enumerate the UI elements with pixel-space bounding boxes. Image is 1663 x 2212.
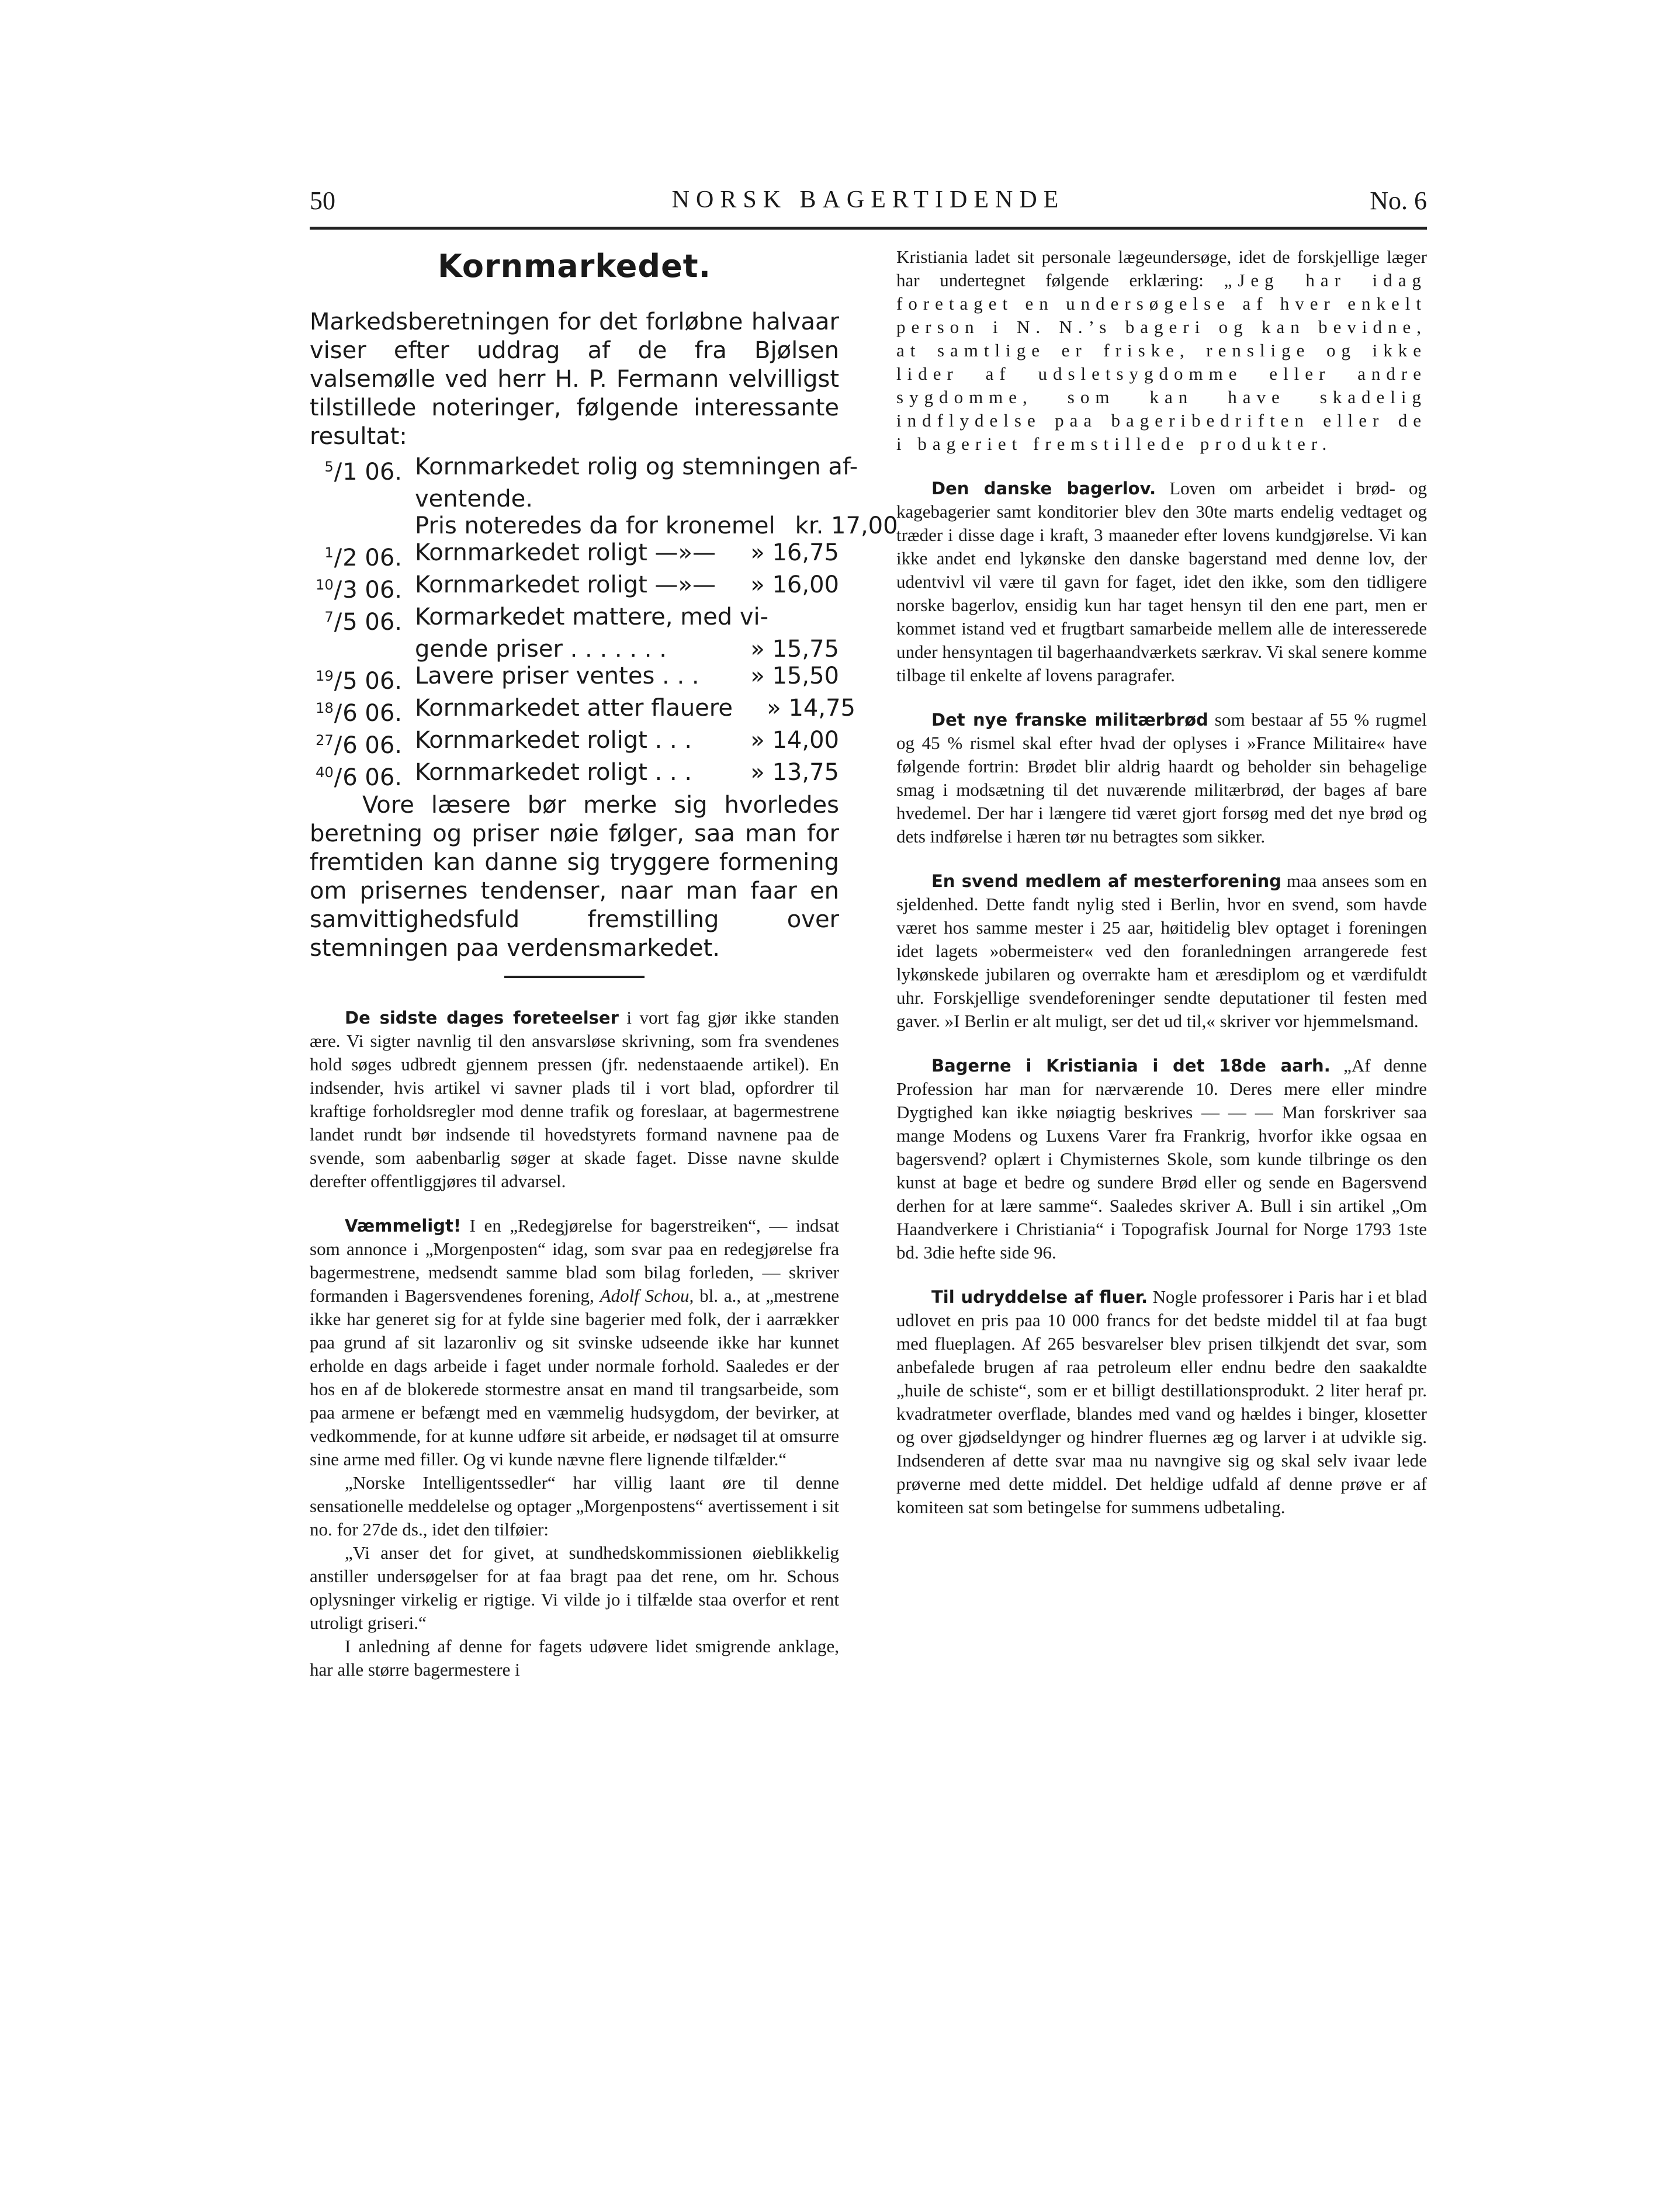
price-value (716, 486, 839, 512)
price-description: Kornmarkedet rolig og stemningen af- (415, 453, 858, 480)
article-svend (896, 869, 1427, 1033)
price-row (310, 571, 839, 604)
price-value (768, 604, 891, 630)
price-description: Kornmarkedet atter flauere (415, 695, 733, 722)
price-description: gende priser . . . . . . . (415, 636, 667, 663)
price-value: » 13,75 (750, 759, 839, 786)
price-row (310, 759, 839, 791)
article-lead: Bagerne i Kristiania i det 18de aarh. (931, 1056, 1331, 1076)
person-name: Adolf Schou, (600, 1285, 694, 1306)
price-description: Kornmarkedet roligt —»— (415, 539, 716, 566)
journal-title: NORSK BAGERTIDENDE (671, 186, 1065, 213)
price-description: ventende. (415, 486, 533, 512)
price-date: $^1$/2 06. (324, 545, 402, 571)
article-body: som bestaar af 55 % rugmel og 45 % rismel skal efter hvad der oplyses i »France Militaire« have følgende fortrin: Brødet blir aldrig haardt og beholder sin behagelige smag i modsætning til det nuværende militærbrød, der bages af bare hvedemel. Der har i længere tid været gjort forsøg med det nye brød og dets indførelse i hæren tør nu betragtes som sikker. (896, 709, 1428, 847)
price-value: kr. 17,00 (795, 512, 898, 539)
article-body: bl. a., at „mestrene ikke har generet sig for at fylde sine bagerier med folk, der i aarrækker paa grund af sit lazaronliv og sit svinske udseende ikke har kunnet erholde en dags arbeide i faget under normale forhold. Saaledes er der hos en af de blokerede stormestre ansat en mand til trangsarbeide, som paa armene er befængt med en væmmelig hudsygdom, der bevirker, at vedkommende, for at kunne udføre sit arbeide, er nødsaget til at omsurre sine arme med filler. Og vi kunde nævne flere lignende tilfælder.“ (310, 1285, 839, 1469)
price-date: $^7$/5 06. (324, 609, 402, 636)
article-body: „Af denne Profession har man for nærværende 10. Deres mere eller mindre Dygtighed kan ikke nøiagtig beskrives — — — Man forskriver saa mange Modens og Luxens Varer fra Frankrig, hvorfor ikke ogsaa en bagersvend? oplært i Chymisternes Skole, som kunde tilbringe os den kunst at bage et bedre og sundere Brød eller og sende en Bagersvend derhen for at lære samme“. Saaledes skriver A. Bull i sin artikel „Om Haandverkere i Christiania“ i Topografisk Journal for Norge 1793 1ste bd. 3die hefte side 96. (896, 1055, 1427, 1263)
price-row (310, 695, 855, 727)
article-lead: Det nye franske militærbrød (931, 710, 1208, 730)
section-divider (504, 976, 645, 978)
article-vaemmeligt (310, 1214, 839, 1681)
price-row (310, 636, 839, 663)
price-date: $^{10}$/3 06. (316, 577, 402, 604)
article-body: maa ansees som en sjeldenhed. Dette fandt nylig sted i Berlin, hvor en svend, som havde været hos samme mester i 25 aar, høitidelig blev optaget i foreningen idet lagets »obermeister« ved den foranledningen arrangerede fest lykønskede jubilaren og overrakte ham et æresdiplom og et værdifuldt uhr. Forskjellige svendeforeninger sendte deputationer til festen med gaver. »I Berlin er alt muligt, ser det ud til,« skriver vor hjemmelsmand. (896, 871, 1427, 1031)
article-lead: De sidste dages foreteelser (345, 1008, 619, 1028)
article-body: Kristiania ladet sit personale lægeundersøge, idet de forskjellige læger har undertegnet følgende erklæring: (896, 247, 1427, 290)
price-value: » 16,75 (750, 539, 839, 566)
price-value: » 16,00 (750, 571, 839, 598)
article-body: I en „Redegjørelse for bagerstreiken“, — indsat som annonce i „Morgenposten“ idag, som svar paa en redegjørelse fra bagermestrene, medsendt samme blad som bilag forleden, — skriver formanden i Bagersvendenes forening, (310, 1215, 839, 1306)
article-closing: Vore læsere bør merke sig hvorledes beretning og priser nøie følger, saa man for fremtiden kan danne sig tryggere formening om prisernes tendenser, naar man faar en samvittighedsfuld fremstilling over stemningen paa verdensmarkedet. (310, 792, 839, 962)
price-description: Kornmarkedet roligt . . . (415, 727, 692, 754)
kornmarkedet-article (310, 248, 898, 978)
article-paragraph: I anledning af denne for fagets udøvere lidet smigrende anklage, har alle større bagermestere i (310, 1636, 839, 1680)
price-value: » 14,00 (750, 727, 839, 754)
article-lead: En svend medlem af mesterforening (931, 871, 1281, 891)
issue-number: No. 6 (1370, 186, 1427, 215)
article-militaerbrod (896, 708, 1427, 848)
price-row (310, 604, 839, 636)
article-lead: Den danske bagerlov. (931, 479, 1156, 498)
article-continuation (896, 245, 1427, 456)
article-paragraph: „Vi anser det for givet, at sundhedskommissionen øieblikkelig anstiller undersøgelser for at faa bragt paa det rene, om hr. Schous oplysninger virkelig er rigtige. Vi vilde jo i tilfælde staa overfor et rent utroligt griseri.“ (310, 1542, 839, 1633)
price-description: Lavere priser ventes . . . (415, 663, 699, 689)
price-row (310, 512, 898, 539)
header-rule (310, 227, 1427, 230)
price-table (310, 453, 898, 791)
article-kristiania (896, 1054, 1427, 1264)
price-row (310, 453, 858, 486)
article-lead: Til udryddelse af fluer. (931, 1287, 1148, 1307)
article-fluer (896, 1285, 1427, 1519)
article-lead: Væmmeligt! (345, 1216, 462, 1236)
price-description: Pris noteredes da for kronemel (415, 512, 775, 539)
article-sidste-dage (310, 1006, 839, 1193)
price-description: Kornmarkedet roligt —»— (415, 571, 716, 598)
price-description: Kormarkedet mattere, med vi- (415, 604, 769, 630)
price-description: Kornmarkedet roligt . . . (415, 759, 692, 786)
left-column (310, 245, 898, 1703)
running-head (310, 186, 1427, 221)
article-body: Nogle professorer i Paris har i et blad udlovet en pris paa 10 000 francs for det bedste middel til at faa bugt med flueplagen. Af 265 besvarelser blev prisen tilkjendt det svar, som anbefalede brugen af raa petroleum eller endnu bedre den saakaldte „huile de schiste“, som er et billigt destillationsprodukt. 2 liter heraf pr. kvadratmeter overflade, blandes med vand og hældes i binger, klosetter og over gjødseldynger og hindrer fluernes æg og larver i at udvikle sig. Indsenderen af dette svar maa nu navngive sig og skal selv ivaar lede prøverne med dette middel. Det heldige udfald af denne prøve er af komiteen sat som betingelse for summens udbetaling. (896, 1287, 1427, 1517)
spaced-quote: „Jeg har idag foretaget en undersøgelse af hver enkelt person i N. N.’s bageri og kan bevidne, at samtlige er friske, renslige og ikke lider af udsletsygdomme eller andre sygdomme, som kan have skadelig indflydelse paa bageribedriften eller de i bageriet fremstillede produkter. (896, 270, 1428, 454)
price-row (310, 663, 839, 695)
price-value: » 15,75 (750, 636, 839, 663)
price-value: » 14,75 (767, 695, 855, 722)
article-paragraph: „Norske Intelligentssedler“ har villig laant øre til denne sensationelle meddelelse og optager „Morgenpostens“ avertissement i sit no. for 27de ds., idet den tilføier: (310, 1472, 839, 1540)
article-bagerlov (896, 477, 1427, 687)
price-value: » 15,50 (750, 663, 839, 689)
price-row (310, 486, 839, 512)
right-column (896, 245, 1427, 1540)
page-number: 50 (310, 186, 335, 215)
article-title: Kornmarkedet. (437, 248, 712, 285)
price-row (310, 727, 839, 759)
price-row (310, 539, 839, 571)
price-date: $^{18}$/6 06. (316, 700, 402, 727)
price-date: $^{40}$/6 06. (316, 764, 402, 791)
article-intro: Markedsberetningen for det forløbne halvaar viser efter uddrag af de fra Bjølsen valsemølle ved herr H. P. Fermann velvilligst tilstillede noteringer, følgende interessante resultat: (310, 308, 839, 450)
price-date: $^5$/1 06. (324, 459, 402, 486)
article-body: i vort fag gjør ikke standen ære. Vi sigter navnlig til den ansvarsløse skrivning, som fra svendenes hold søges udbredt gjennem pressen (jfr. nedenstaaende artikel). En indsender, hvis artikel vi savner plads til i vort blad, opfordrer til kraftige forholdsregler mod denne trafik og foreslaar, at bagermestrene landet rundt bør indsende til hovedstyrets formand navnene paa de svende, som aabenbarlig søger at skade faget. Disse navne skulde derefter offentliggjøres til advarsel. (310, 1007, 839, 1191)
price-date: $^{27}$/6 06. (316, 732, 402, 759)
price-date: $^{19}$/5 06. (316, 668, 402, 695)
article-body: Loven om arbeidet i brød- og kagebagerier samt konditorier blev den 30te marts endelig vedtaget og træder i disse dage i kraft, 3 maaneder efter lovens kundgjørelse. Vi kan ikke andet end lykønske den danske bagerstand med denne lov, der udentvivl vil være til gavn for faget, idet den ikke, som den tidligere norske bagerlov, ensidig kun har taget hensyn til den ene part, men er kommet istand ved et frugtbart samarbeide mellem alle de interesserede under hensyntagen til bagerhaandværkets særkrav. Vi skal senere komme tilbage til enkelte af lovens paragrafer. (896, 478, 1427, 685)
